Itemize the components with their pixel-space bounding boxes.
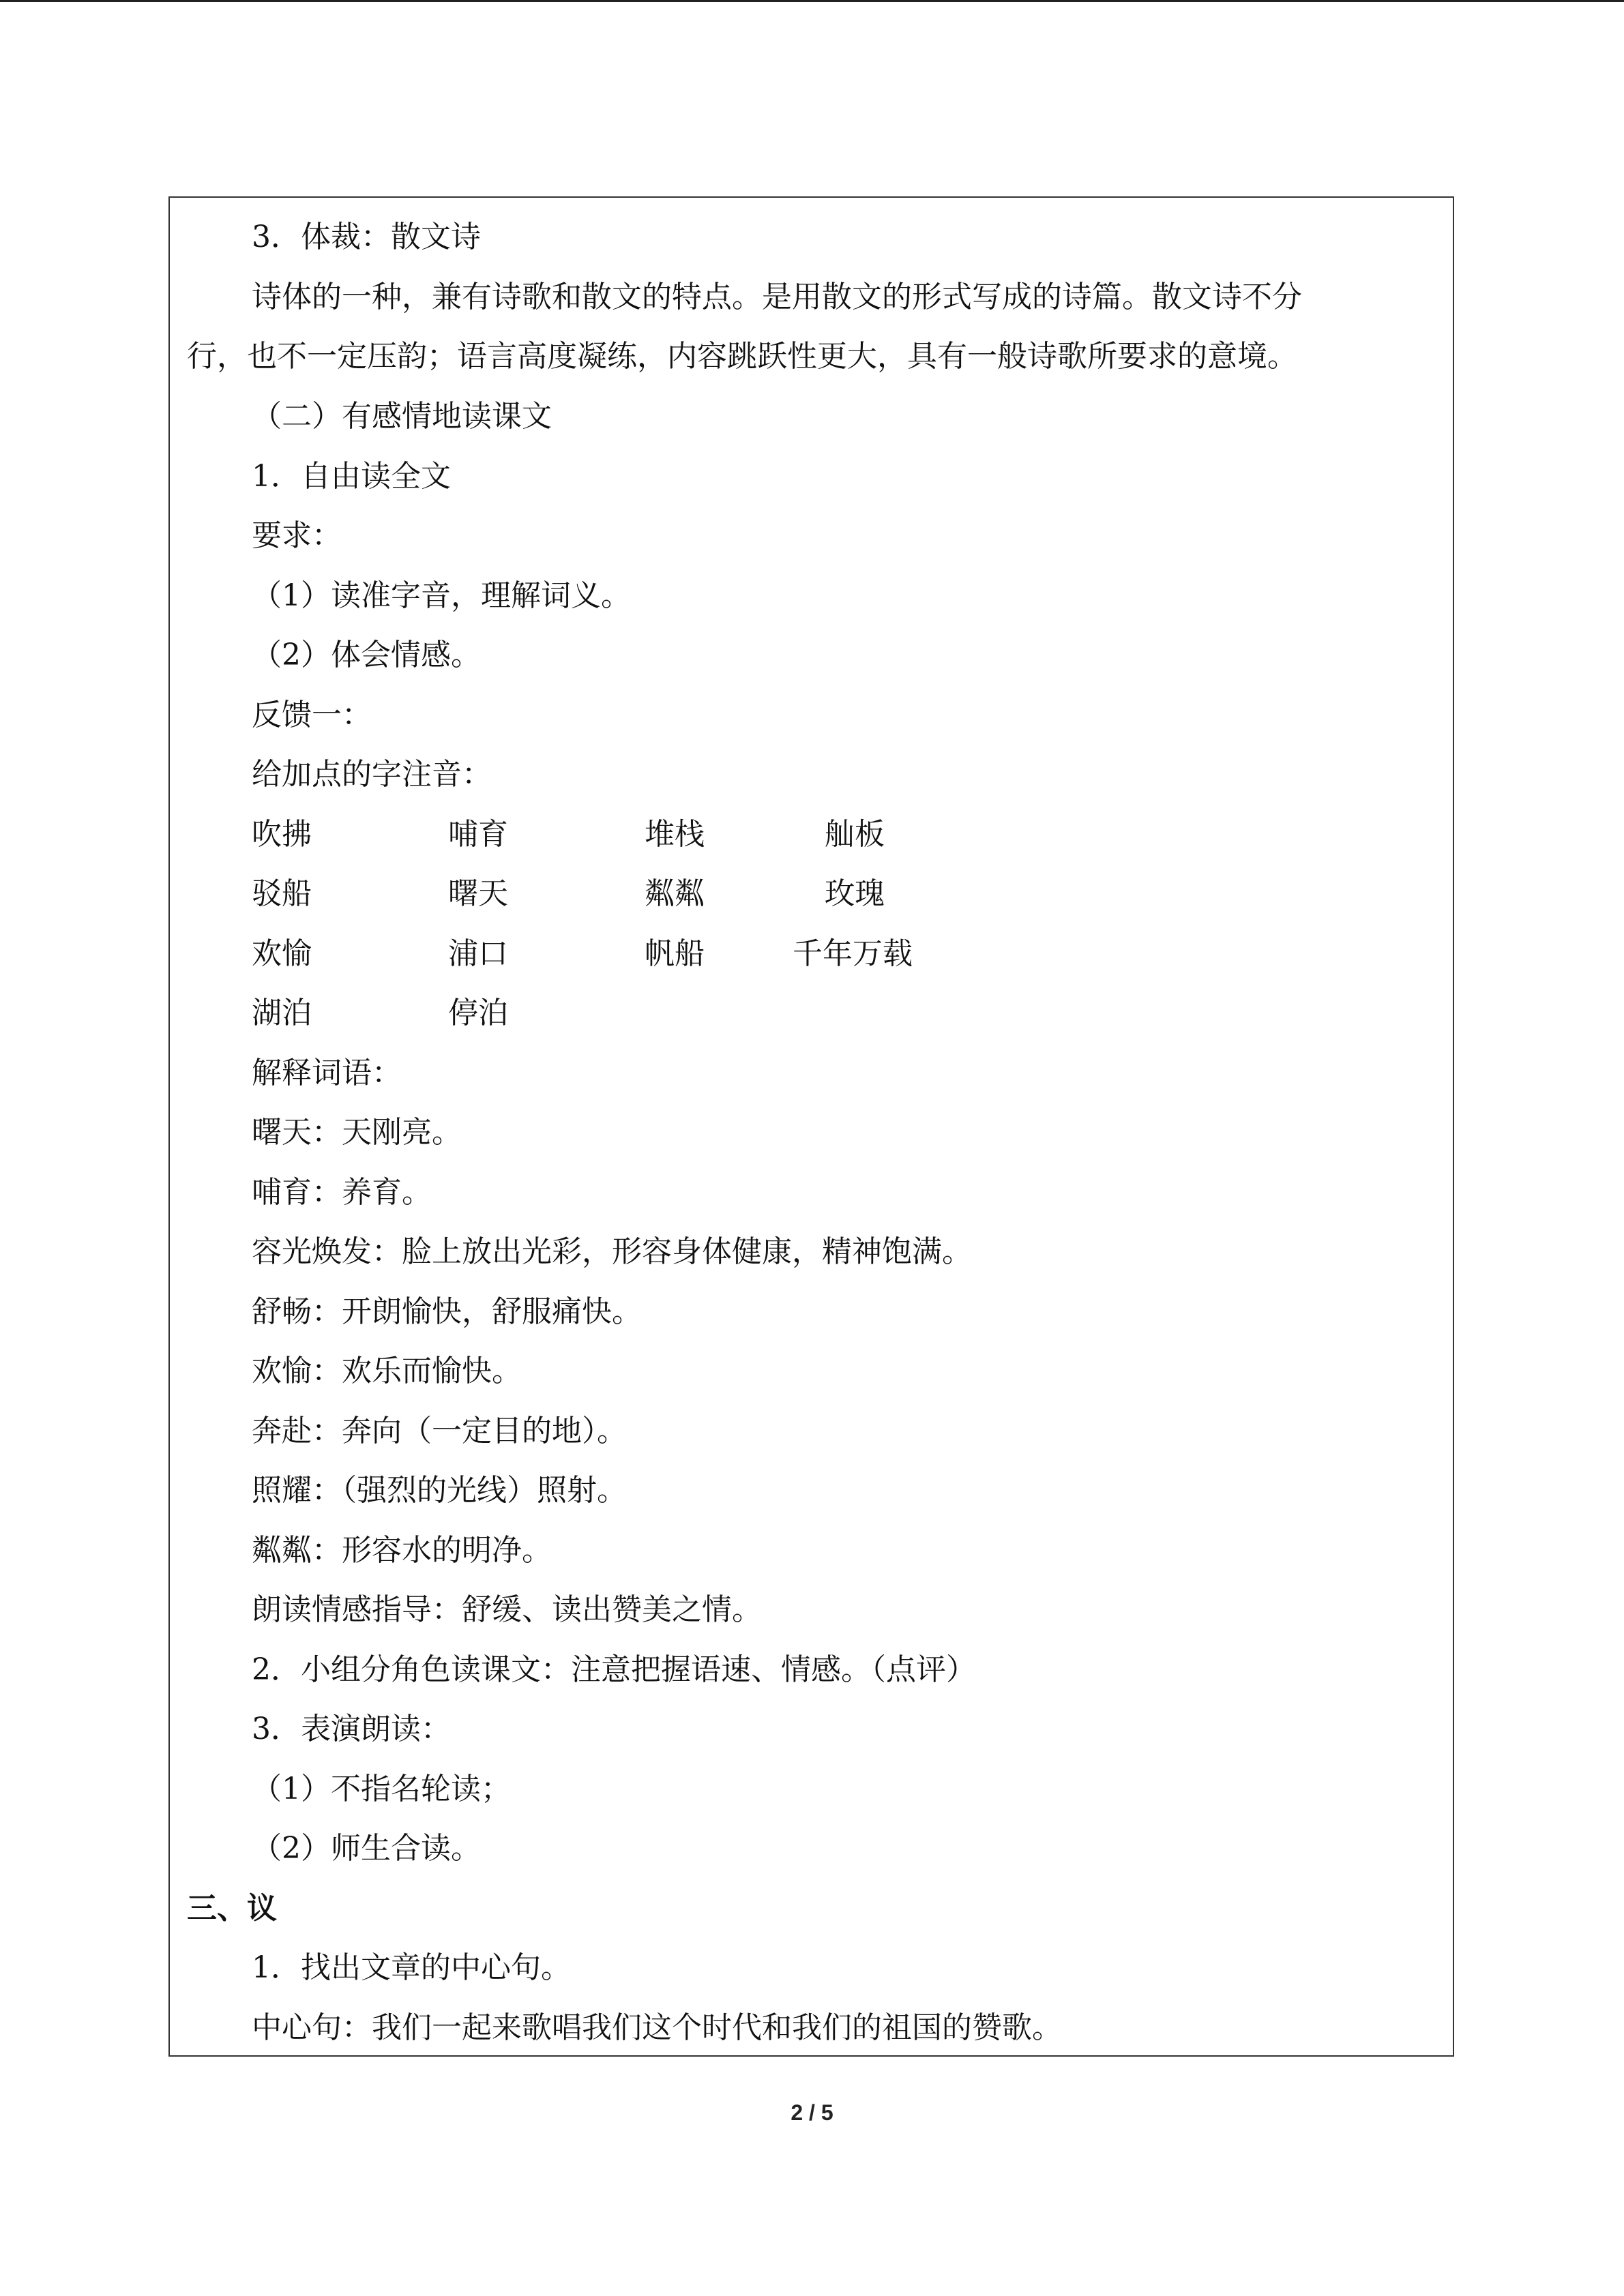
text-line: 舒畅：开朗愉快，舒服痛快。 — [252, 1294, 642, 1329]
grid-word: 舢板 — [825, 817, 885, 852]
grid-word: 粼粼 — [645, 876, 705, 911]
grid-word: 千年万载 — [793, 936, 913, 971]
text-line: 容光焕发：脸上放出光彩，形容身体健康，精神饱满。 — [252, 1234, 972, 1269]
grid-word: 停泊 — [448, 996, 508, 1030]
grid-word: 驳船 — [252, 876, 312, 911]
text-line: 照耀：（强烈的光线）照射。 — [252, 1473, 627, 1508]
grid-word: 曙天 — [448, 876, 508, 911]
grid-word: 湖泊 — [252, 996, 312, 1030]
text-line: 1．找出文章的中心句。 — [252, 1950, 571, 1985]
section-heading: 三、议 — [187, 1891, 277, 1926]
grid-word: 欢愉 — [252, 936, 312, 971]
grid-word: 帆船 — [645, 936, 705, 971]
text-line: 朗读情感指导：舒缓、读出赞美之情。 — [252, 1592, 762, 1627]
text-line: （1）读准字音，理解词义。 — [252, 578, 631, 613]
text-line: （2）师生合读。 — [252, 1831, 481, 1866]
text-line: 3．表演朗读： — [252, 1712, 451, 1746]
text-line: 解释词语： — [252, 1056, 402, 1090]
grid-word: 玫瑰 — [825, 876, 885, 911]
grid-word: 哺育 — [448, 817, 508, 852]
grid-word: 吹拂 — [252, 817, 312, 852]
text-line: 曙天：天刚亮。 — [252, 1115, 462, 1150]
text-line: 中心句：我们一起来歌唱我们这个时代和我们的祖国的赞歌。 — [252, 2010, 1062, 2045]
top-border-line — [0, 0, 1624, 2]
text-line: （1）不指名轮读； — [252, 1772, 511, 1806]
grid-word: 浦口 — [448, 936, 508, 971]
text-line: 反馈一： — [252, 698, 372, 732]
text-line: 3．体裁：散文诗 — [252, 220, 481, 254]
text-line: 给加点的字注音： — [252, 757, 492, 792]
text-line: 哺育：养育。 — [252, 1175, 432, 1210]
text-line: 1．自由读全文 — [252, 459, 451, 494]
text-line: 诗体的一种，兼有诗歌和散文的特点。是用散文的形式写成的诗篇。散文诗不分 — [252, 280, 1302, 314]
text-line: 粼粼：形容水的明净。 — [252, 1533, 552, 1568]
lesson-content-box — [168, 196, 1454, 2057]
text-line: 欢愉：欢乐而愉快。 — [252, 1354, 522, 1388]
text-line: 奔赴：奔向（一定目的地）。 — [252, 1414, 627, 1448]
text-line: 2．小组分角色读课文：注意把握语速、情感。（点评） — [252, 1652, 976, 1687]
page-number: 2 / 5 — [791, 2100, 833, 2125]
text-line: 行，也不一定压韵；语言高度凝练，内容跳跃性更大，具有一般诗歌所要求的意境。 — [187, 339, 1297, 374]
text-line: （二）有感情地读课文 — [252, 399, 552, 434]
text-line: （2）体会情感。 — [252, 638, 481, 672]
grid-word: 堆栈 — [645, 817, 705, 852]
text-line: 要求： — [252, 518, 342, 553]
